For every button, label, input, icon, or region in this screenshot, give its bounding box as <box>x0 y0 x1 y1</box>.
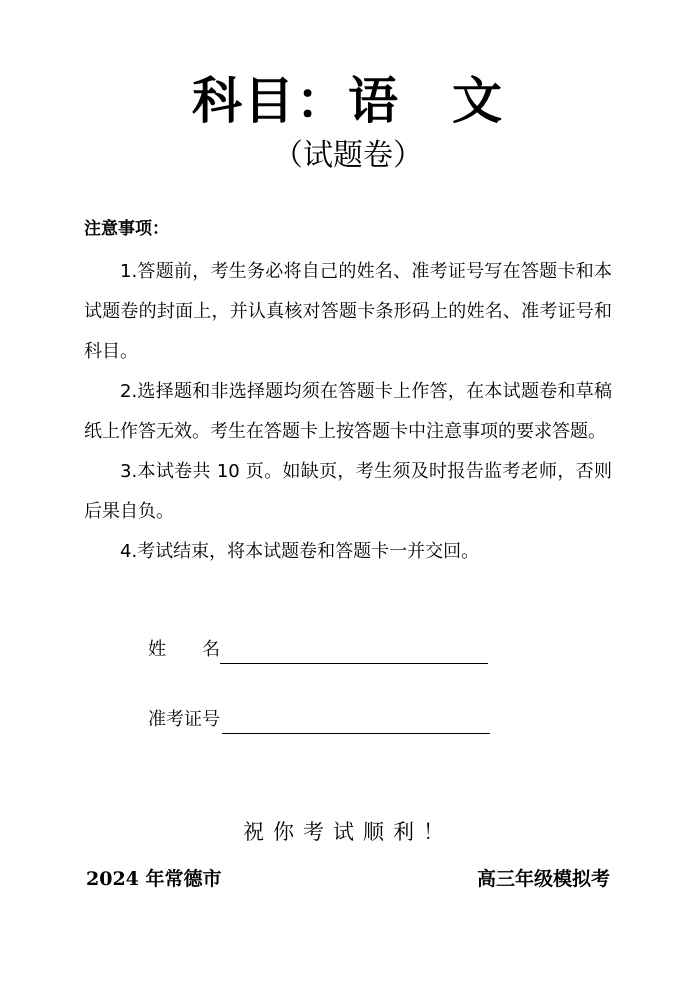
paper-type-subtitle: （试题卷） <box>273 138 423 173</box>
exam-id-field <box>148 706 490 734</box>
good-luck-message: 祝你考试顺利！ <box>243 820 453 844</box>
notes-list <box>84 252 612 572</box>
name-field-blank <box>220 641 488 664</box>
note-item-1: 1.答题前，考生务必将自己的姓名、准考证号写在答题卡和本试题卷的封面上，并认真核对答题卡条形码上的姓名、准考证号和科目。 <box>84 261 612 362</box>
note-item-2: 2.选择题和非选择题均须在答题卡上作答，在本试题卷和草稿纸上作答无效。考生在答题卡上按答题卡中注意事项的要求答题。 <box>84 381 612 442</box>
footer-year-city: 2024 年常德市 <box>86 868 222 890</box>
note-item-3: 3.本试卷共 10 页。如缺页，考生须及时报告监考老师，否则后果自负。 <box>84 461 612 522</box>
note-item-4: 4.考试结束，将本试题卷和答题卡一并交回。 <box>120 541 480 562</box>
name-field-label: 姓 名 <box>148 639 220 660</box>
notes-heading: 注意事项： <box>84 219 169 239</box>
name-field <box>148 636 488 664</box>
exam-id-field-label: 准考证号 <box>148 709 220 730</box>
exam-id-field-blank <box>222 711 490 734</box>
subject-title: 科目：语 文 <box>192 72 504 130</box>
footer-exam-name: 高三年级模拟考 <box>476 868 610 890</box>
